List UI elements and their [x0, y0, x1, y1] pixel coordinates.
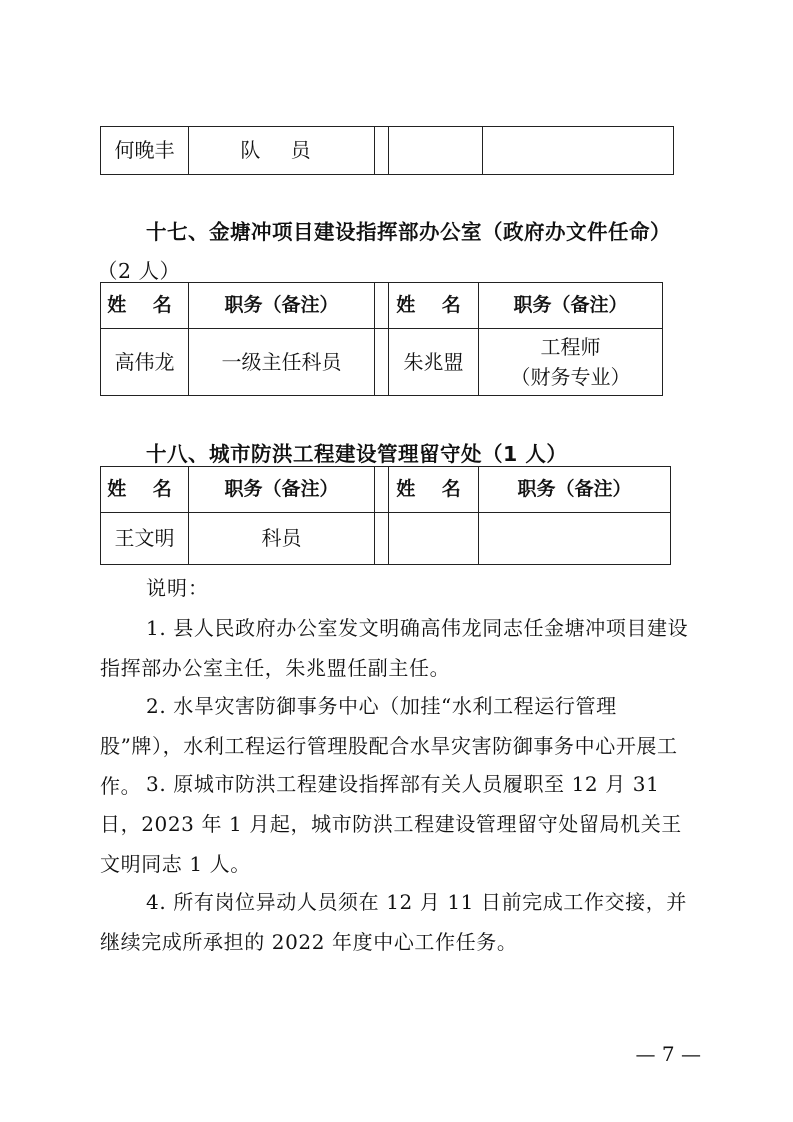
role-line-2: （财务专业） — [510, 365, 631, 389]
gap-cell — [375, 329, 389, 396]
table-header-row — [101, 467, 671, 513]
table-continuation — [100, 126, 674, 175]
page-number: — 7 — — [635, 1042, 701, 1066]
name-cell — [389, 127, 483, 175]
section-17-title: 十七、金塘冲项目建设指挥部办公室（政府办文件任命） — [146, 220, 671, 244]
role-cell — [483, 127, 674, 175]
header-name: 姓 名 — [389, 467, 479, 513]
table-section-18 — [100, 466, 671, 565]
name-cell: 王文明 — [101, 513, 189, 565]
name-cell — [389, 513, 479, 565]
note-item-2: 2. 水旱灾害防御事务中心（加挂“水利工程运行管理股”牌），水利工程运行管理股配合水旱灾害防御事务中心开展工作。 — [100, 694, 678, 798]
role-cell — [479, 513, 671, 565]
header-role: 职务（备注） — [189, 467, 375, 513]
header-name: 姓 名 — [389, 283, 479, 329]
role-cell: 一级主任科员 — [189, 329, 375, 396]
table-row — [101, 513, 671, 565]
section-18-title: 十八、城市防洪工程建设管理留守处（1 人） — [146, 442, 568, 466]
header-name: 姓 名 — [101, 283, 189, 329]
table-section-17 — [100, 282, 663, 396]
gap-cell — [375, 283, 389, 329]
note-item-1: 1. 县人民政府办公室发文明确高伟龙同志任金塘冲项目建设指挥部办公室主任，朱兆盟任副主任。 — [100, 616, 689, 680]
name-cell: 何晚丰 — [101, 127, 189, 175]
gap-cell — [375, 513, 389, 565]
role-line-1: 工程师 — [540, 335, 601, 359]
role-cell: 队 员 — [189, 127, 375, 175]
note-item-3: 3. 原城市防洪工程建设指挥部有关人员履职至 12 月 31 日，2023 年 1 月起，城市防洪工程建设管理留守处留局机关王文明同志 1 人。 — [100, 772, 682, 876]
role-cell — [479, 329, 663, 396]
role-cell: 科员 — [189, 513, 375, 565]
header-name: 姓 名 — [101, 467, 189, 513]
name-cell: 高伟龙 — [101, 329, 189, 396]
name-cell: 朱兆盟 — [389, 329, 479, 396]
table-header-row — [101, 283, 663, 329]
header-role: 职务（备注） — [189, 283, 375, 329]
note-item-4: 4. 所有岗位异动人员须在 12 月 11 日前完成工作交接，并继续完成所承担的 2022 年度中心工作任务。 — [100, 890, 687, 954]
table-row — [101, 329, 663, 396]
section-17-count: （2 人） — [97, 259, 181, 283]
gap-cell — [375, 127, 389, 175]
header-role: 职务（备注） — [479, 467, 671, 513]
notes-label: 说明： — [146, 576, 209, 600]
table-row — [101, 127, 674, 175]
gap-cell — [375, 467, 389, 513]
header-role: 职务（备注） — [479, 283, 663, 329]
